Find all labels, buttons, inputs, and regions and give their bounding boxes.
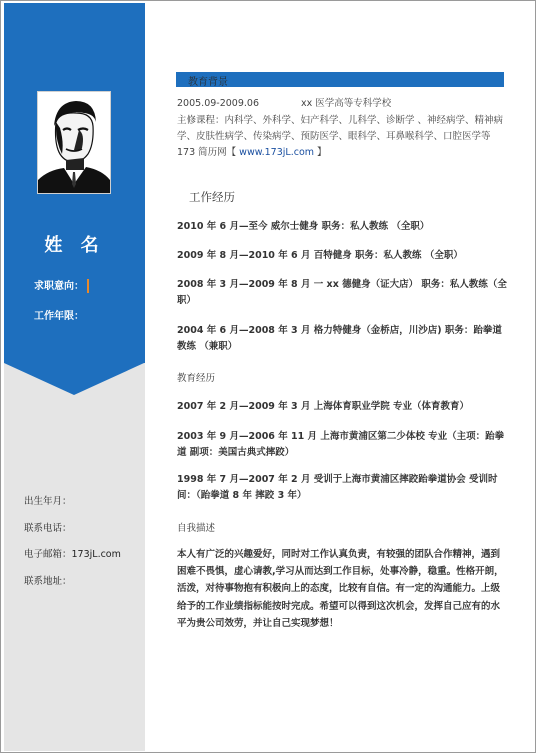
work-entry: 2009 年 8 月—2010 年 6 月 百特健身 职务：私人教练 （全职） (177, 250, 463, 261)
profile-photo (37, 91, 111, 194)
training-entry: 1998 年 7 月—2007 年 2 月 受训于上海市黄浦区摔跤跆拳道协会 受训时间：（跆拳道 8 年 摔跤 3 年） (177, 474, 498, 501)
work-years-label: 工作年限： (34, 311, 84, 322)
sidebar (4, 3, 145, 751)
email-label: 电子邮箱：173jL.com (24, 549, 121, 560)
portrait-image (38, 92, 110, 193)
website-link[interactable]: www.173jL.com (236, 147, 318, 158)
job-intent-label: 求职意向： (34, 277, 89, 293)
education-header-bar (176, 72, 504, 87)
birth-label: 出生年月： (24, 496, 72, 507)
work-entry: 2008 年 3 月—2009 年 8 月 一 xx 德健身（证大店） 职务：私人教练（全职） (177, 279, 507, 306)
courses-text: 主修课程：内科学、外科学、妇产科学、儿科学、诊断学 、神经病学、精神病学、皮肤性病学、传染病学、预防医学、眼科学、耳鼻喉科学、口腔医学等 173 简历网【 www.173jL.com 】 (177, 115, 504, 158)
education-line (177, 95, 391, 109)
text-cursor (87, 279, 89, 293)
candidate-name: 姓 名 (44, 235, 105, 256)
work-heading: 工作经历 (189, 190, 235, 204)
education-heading: 教育背景 (188, 77, 228, 88)
training-entry: 2003 年 9 月—2006 年 11 月 上海市黄浦区第二少体校 专业（主项：跆拳道 副项：美国古典式摔跤） (177, 431, 505, 458)
address-label: 联系地址： (24, 576, 72, 587)
sidebar-arrow (4, 363, 144, 395)
phone-label: 联系电话： (24, 523, 72, 534)
work-entry: 2010 年 6 月—至今 威尔士健身 职务：私人教练 （全职） (177, 221, 430, 232)
training-heading: 教育经历 (177, 373, 216, 384)
self-description: 本人有广泛的兴趣爱好，同时对工作认真负责，有较强的团队合作精神，遇到困难不畏惧，虚心请教,学习从而达到工作目标，处事冷静，稳重。性格开朗，活泼，对待事物抱有积极向上的态度，比较有自信。有一定的沟通能力。上级给予的工作业绩指标能按时完成。希望可以得到这次机会，发挥自己应有的水平为贵公司效劳，并让自己实现梦想！ (177, 549, 504, 629)
training-entry: 2007 年 2 月—2009 年 3 月 上海体育职业学院 专业（体育教育） (177, 401, 470, 412)
self-heading: 自我描述 (177, 523, 216, 534)
work-entry: 2004 年 6 月—2008 年 3 月 格力特健身（金桥店，川沙店) 职务：跆拳道教练 （兼职） (177, 325, 502, 352)
education-period: 2005.09-2009.06 (177, 98, 259, 109)
education-school: xx 医学高等专科学校 (301, 98, 392, 109)
